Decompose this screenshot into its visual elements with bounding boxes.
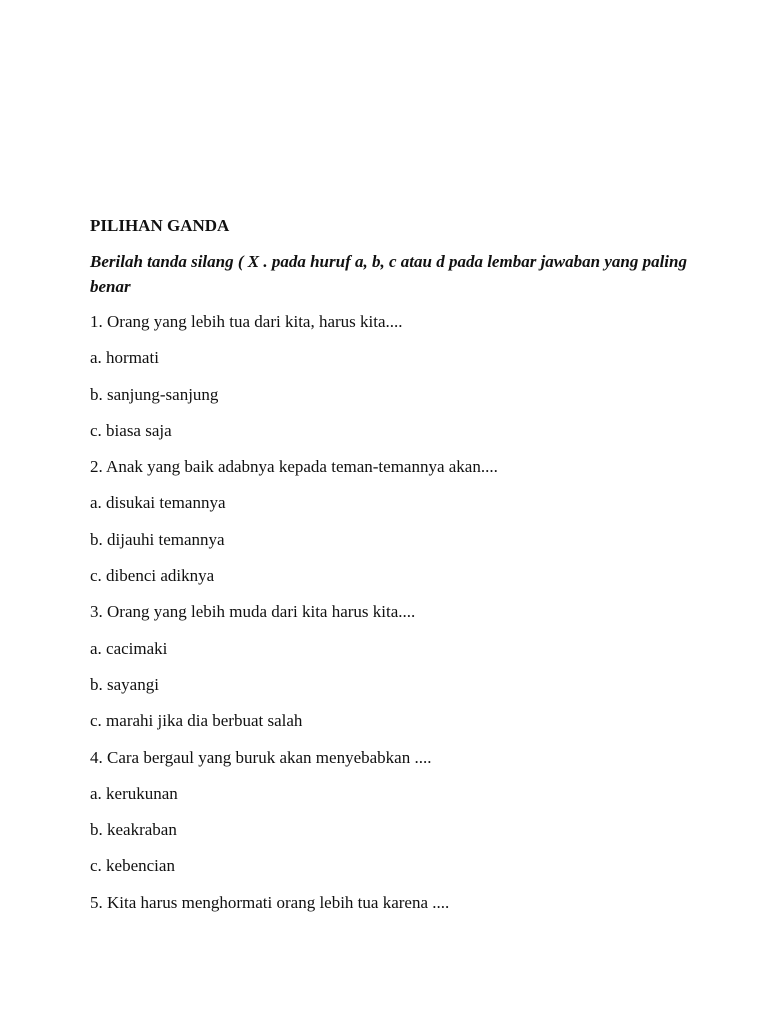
question-5: 5. Kita harus menghormati orang lebih tua karena .... <box>90 892 450 912</box>
question-2: 2. Anak yang baik adabnya kepada teman-temannya akan.... <box>90 457 498 477</box>
question-1-option-b: b. sanjung-sanjung <box>90 384 219 404</box>
question-4: 4. Cara bergaul yang buruk akan menyebabkan .... <box>90 747 432 767</box>
question-1: 1. Orang yang lebih tua dari kita, harus kita.... <box>90 312 403 331</box>
question-3-option-c: c. marahi jika dia berbuat salah <box>90 711 303 731</box>
question-list <box>90 310 690 915</box>
section-heading: PILIHAN GANDA <box>90 216 230 235</box>
question-2-option-a: a. disukai temannya <box>90 493 226 513</box>
question-1-option-c: c. biasa saja <box>90 420 172 440</box>
question-4-option-b: b. keakraban <box>90 820 177 840</box>
question-3: 3. Orang yang lebih muda dari kita harus kita.... <box>90 602 416 622</box>
question-4-option-c: c. kebencian <box>90 856 175 876</box>
question-2-option-b: b. dijauhi temannya <box>90 529 225 549</box>
document-page <box>90 214 690 927</box>
question-1-option-a: a. hormati <box>90 348 159 368</box>
question-4-option-a: a. kerukunan <box>90 783 178 803</box>
question-3-option-a: a. cacimaki <box>90 638 168 658</box>
question-3-option-b: b. sayangi <box>90 674 159 694</box>
instruction-text: Berilah tanda silang ( X . pada huruf a, b, c atau d pada lembar jawaban yang paling benar <box>90 252 687 296</box>
question-2-option-c: c. dibenci adiknya <box>90 566 215 586</box>
